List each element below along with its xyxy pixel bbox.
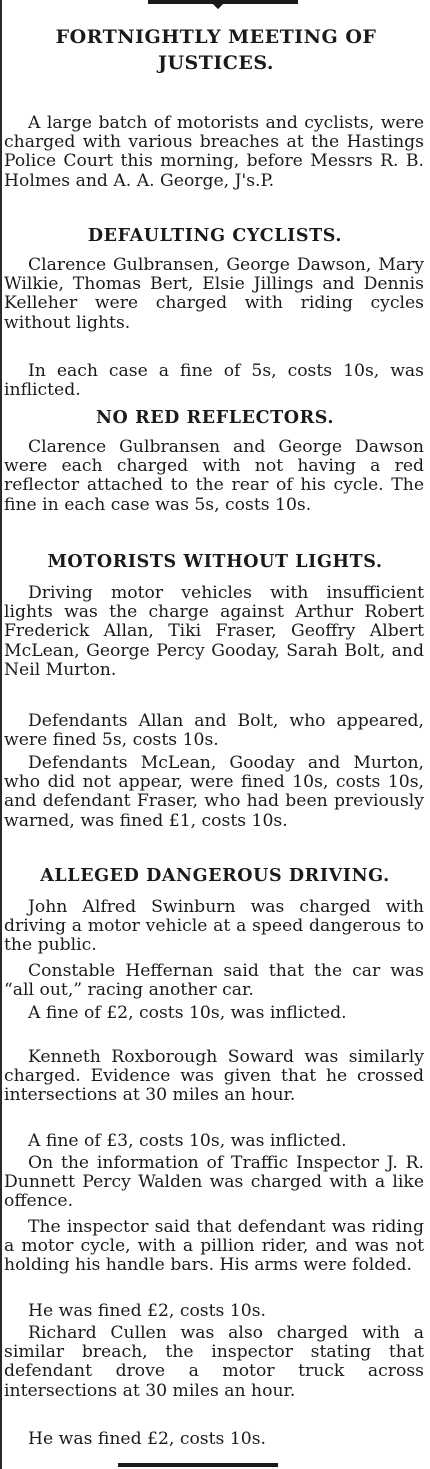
paragraph: Driving motor vehicles with insufficient lights was the charge against Arthur Robert Frederick Allan, Tiki Fraser, Geoffry Albert McLean, George Percy Gooday, Sarah Bolt, and Neil Murton. (4, 583, 424, 680)
paragraph: The inspector said that defendant was riding a motor cycle, with a pillion rider, and was not holding his handle bars. His arms were folded. (4, 1217, 424, 1276)
paragraph: Constable Heffernan said that the car was “all out,” racing another car. (4, 961, 424, 1001)
section-heading-motorists-without-lights: MOTORISTS WITHOUT LIGHTS. (47, 552, 383, 572)
paragraph: A fine of £2, costs 10s, was inflicted. (28, 1003, 347, 1023)
column-rule (0, 0, 2, 1469)
section-heading-no-red-reflectors: NO RED REFLECTORS. (95, 408, 335, 428)
section-heading-alleged-dangerous-driving: ALLEGED DANGEROUS DRIVING. (40, 866, 390, 886)
bottom-divider (118, 1463, 278, 1467)
paragraph: Kenneth Roxborough Soward was similarly charged. Evidence was given that he crossed intersections at 30 miles an hour. (4, 1047, 424, 1106)
paragraph: John Alfred Swinburn was charged with driving a motor vehicle at a speed dangerous to the public. (4, 897, 424, 956)
paragraph: Defendants McLean, Gooday and Murton, who did not appear, were fined 10s, costs 10s, and defendant Fraser, who had been previously warned, was fined £1, costs 10s. (4, 753, 424, 831)
paragraph: He was fined £2, costs 10s. (28, 1429, 266, 1449)
paragraph: On the information of Traffic Inspector J. R. Dunnett Percy Walden was charged with a like offence. (4, 1153, 424, 1212)
paragraph: Clarence Gulbransen, George Dawson, Mary Wilkie, Thomas Bert, Elsie Jillings and Dennis Kelleher were charged with riding cycles without lights. (4, 255, 424, 333)
paragraph: He was fined £2, costs 10s. (28, 1301, 266, 1321)
paragraph: In each case a fine of 5s, costs 10s, was inflicted. (4, 361, 424, 401)
section-heading-defaulting-cyclists: DEFAULTING CYCLISTS. (87, 226, 343, 246)
paragraph: Clarence Gulbransen and George Dawson were each charged with not having a red reflector attached to the rear of his cycle. The fine in each case was 5s, costs 10s. (4, 437, 424, 515)
paragraph: A fine of £3, costs 10s, was inflicted. (28, 1131, 347, 1151)
paragraph: Defendants Allan and Bolt, who appeared, were fined 5s, costs 10s. (4, 711, 424, 751)
headline: FORTNIGHTLY MEETING OF JUSTICES. (55, 26, 377, 74)
top-divider-ornament (211, 0, 225, 9)
paragraph: Richard Cullen was also charged with a similar breach, the inspector stating that defendant drove a motor truck across intersections at 30 miles an hour. (4, 1323, 424, 1401)
intro-paragraph: A large batch of motorists and cyclists, were charged with various breaches at the Hastings Police Court this morning, before Messrs R. B. Holmes and A. A. George, J's.P. (4, 113, 424, 191)
